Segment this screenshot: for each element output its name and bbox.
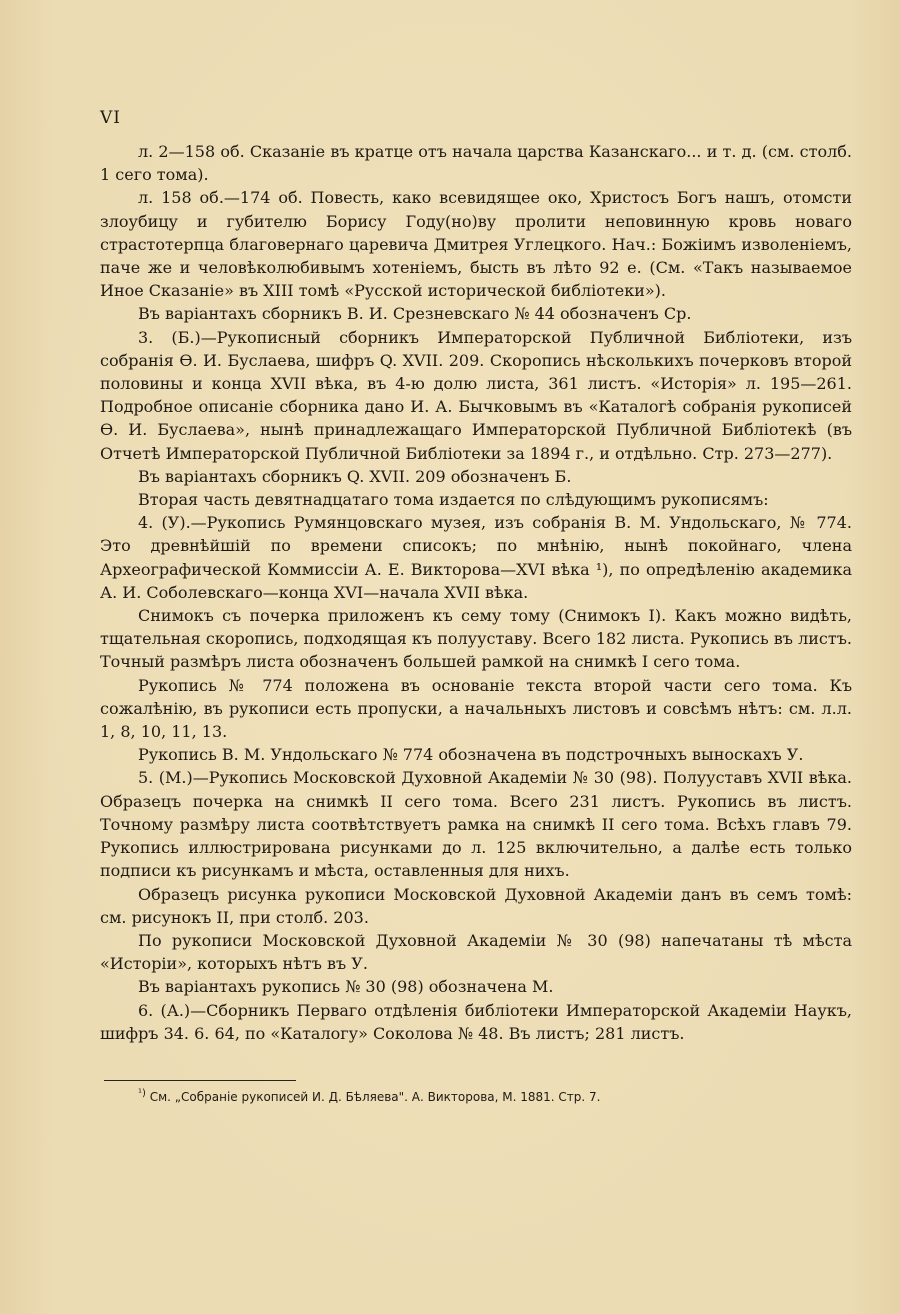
footnote-marker: ¹) (138, 1088, 146, 1099)
footnote (138, 1088, 838, 1106)
paragraph: 5. (М.)—Рукопись Московской Духовной Академіи № 30 (98). Полууставъ XVII вѣка. Образецъ почерка на снимкѣ II сего тома. Всего 231 листъ. Рукопись въ листъ. Точному размѣру листа соотвѣтствуетъ рамка на снимкѣ II сего тома. Всѣхъ главъ 79. Рукопись иллюстрирована рисунками до л. 125 включительно, а далѣе есть только подписи къ рисункамъ и мѣста, оставленныя для нихъ. (100, 768, 852, 881)
paragraph: 4. (У).—Рукопись Румянцовскаго музея, изъ собранія В. М. Ундольскаго, № 774. Это древнѣйшій по времени списокъ; по мнѣнію, нынѣ покойнаго, члена Археографической Коммиссіи А. Е. Викторова—XVI вѣка ¹), по опредѣленію академика А. И. Соболевскаго—конца XVI—начала XVII вѣка. (100, 513, 852, 602)
paragraph: По рукописи Московской Духовной Академіи № 30 (98) напечатаны тѣ мѣста «Исторіи», которыхъ нѣтъ въ У. (100, 930, 852, 974)
body-text (100, 140, 852, 1045)
page-number: VI (100, 108, 121, 128)
footnote-text: См. „Собраніе рукописей И. Д. Бѣляева". А. Викторова, М. 1881. Стр. 7. (149, 1090, 601, 1104)
paragraph: Въ варіантахъ сборникъ В. И. Срезневскаго № 44 обозначенъ Ср. (138, 304, 692, 324)
paragraph: л. 158 об.—174 об. Повесть, како всевидящее око, Христосъ Богъ нашъ, отомсти злоубицу и губителю Борису Году(но)ву пролити неповинную кровь новаго страстотерпца благовернаго царевича Дмитрея Углецкого. Нач.: Божіимъ изволеніемъ, паче же и человѣколюбивымъ хотеніемъ, бысть въ лѣто 92 е. (См. «Такъ называемое Иное Сказаніе» въ XIII томѣ «Русской исторической библіотеки»). (100, 188, 852, 301)
paragraph: Рукопись В. М. Ундольскаго № 774 обозначена въ подстрочныхъ выноскахъ У. (138, 745, 804, 765)
paragraph: Рукопись № 774 положена въ основаніе текста второй части сего тома. Къ сожалѣнію, въ рукописи есть пропуски, а начальныхъ листовъ и совсѣмъ нѣтъ: см. л.л. 1, 8, 10, 11, 13. (100, 675, 852, 742)
paragraph: Снимокъ съ почерка приложенъ къ сему тому (Снимокъ I). Какъ можно видѣть, тщательная скоропись, подходящая къ полууставу. Всего 182 листа. Рукопись въ листъ. Точный размѣръ листа обозначенъ большей рамкой на снимкѣ I сего тома. (100, 606, 852, 672)
paragraph: л. 2—158 об. Сказаніе въ кратце отъ начала царства Казанскаго... и т. д. (см. столб. 1 сего тома). (100, 142, 852, 185)
paragraph: 6. (А.)—Сборникъ Перваго отдѣленія библіотеки Императорской Академіи Наукъ, шифръ 34. 6. 64, по «Каталогу» Соколова № 48. Въ листъ; 281 листъ. (100, 1000, 852, 1043)
paragraph: Въ варіантахъ рукопись № 30 (98) обозначена М. (138, 977, 554, 997)
paragraph: 3. (Б.)—Рукописный сборникъ Императорской Публичной Библіотеки, изъ собранія Ѳ. И. Буслаева, шифръ Q. XVII. 209. Скоропись нѣсколькихъ почерковъ второй половины и конца XVII вѣка, въ 4-ю долю листа, 361 листъ. «Исторія» л. 195—261. Подробное описаніе сборника дано И. А. Бычковымъ въ «Каталогѣ собранія рукописей Ѳ. И. Буслаева», нынѣ принадлежащаго Императорской Публичной Библіотекѣ (въ Отчетѣ Императорской Публичной Библіотеки за 1894 г., и отдѣльно. Стр. 273—277). (100, 327, 852, 463)
footnote-divider (104, 1080, 296, 1081)
paragraph: Вторая часть девятнадцатаго тома издается по слѣдующимъ рукописямъ: (138, 490, 769, 510)
paragraph: Образецъ рисунка рукописи Московской Духовной Академіи данъ въ семъ томѣ: см. рисунокъ II, при столб. 203. (100, 884, 852, 927)
paragraph: Въ варіантахъ сборникъ Q. XVII. 209 обозначенъ Б. (138, 466, 572, 486)
